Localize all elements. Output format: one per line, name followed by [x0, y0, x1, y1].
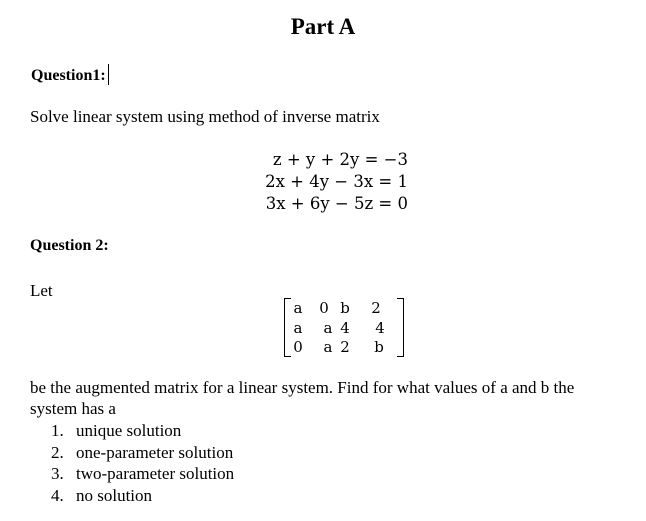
matrix-right-bracket	[397, 298, 404, 357]
option-number: 1.	[51, 421, 64, 440]
equation-2: 2x + 4y − 3x = 1	[265, 172, 408, 191]
question1-heading	[31, 64, 109, 85]
option-item	[51, 464, 234, 484]
page-title: Part A	[290, 14, 356, 39]
option-item	[51, 421, 181, 441]
let-label: Let	[30, 281, 53, 300]
matrix-cell-r2c1: a	[293, 319, 303, 337]
option-number: 4.	[51, 486, 64, 505]
question2-text	[30, 377, 574, 419]
matrix-cell-r3c2: a	[323, 338, 333, 356]
option-number: 2.	[51, 443, 64, 462]
augmented-matrix	[282, 296, 406, 359]
matrix-cell-r2c3: 4	[340, 319, 350, 337]
option-label: unique solution	[76, 421, 182, 440]
matrix-cell-r1c3: b	[340, 299, 350, 317]
matrix-cell-r1c1: a	[293, 299, 303, 317]
option-label: one-parameter solution	[76, 443, 234, 462]
option-label: no solution	[76, 486, 153, 505]
option-number: 3.	[51, 464, 64, 483]
equation-3: 3x + 6y − 5z = 0	[265, 194, 408, 213]
matrix-cell-r3c3: 2	[340, 338, 350, 356]
text-cursor	[108, 64, 109, 85]
question2-text-line2: system has a	[30, 399, 116, 418]
option-item	[51, 486, 152, 506]
option-item	[51, 443, 233, 463]
question1-heading-text: Question1:	[31, 67, 106, 84]
question2-heading: Question 2:	[30, 237, 109, 254]
matrix-cell-r1c2: 0	[319, 299, 329, 317]
question2-text-line1: be the augmented matrix for a linear system. Find for what values of a and b the	[30, 378, 575, 397]
equation-1: z + y + 2y = −3	[272, 150, 408, 169]
matrix-cell-r3c1: 0	[293, 338, 303, 356]
matrix-cell-r3c4: b	[374, 338, 384, 356]
matrix-cell-r2c2: a	[323, 319, 333, 337]
matrix-cell-r1c4: 2	[371, 299, 381, 317]
matrix-cell-r2c4: 4	[375, 319, 385, 337]
option-label: two-parameter solution	[76, 464, 235, 483]
question1-instruction: Solve linear system using method of inverse matrix	[30, 107, 380, 126]
